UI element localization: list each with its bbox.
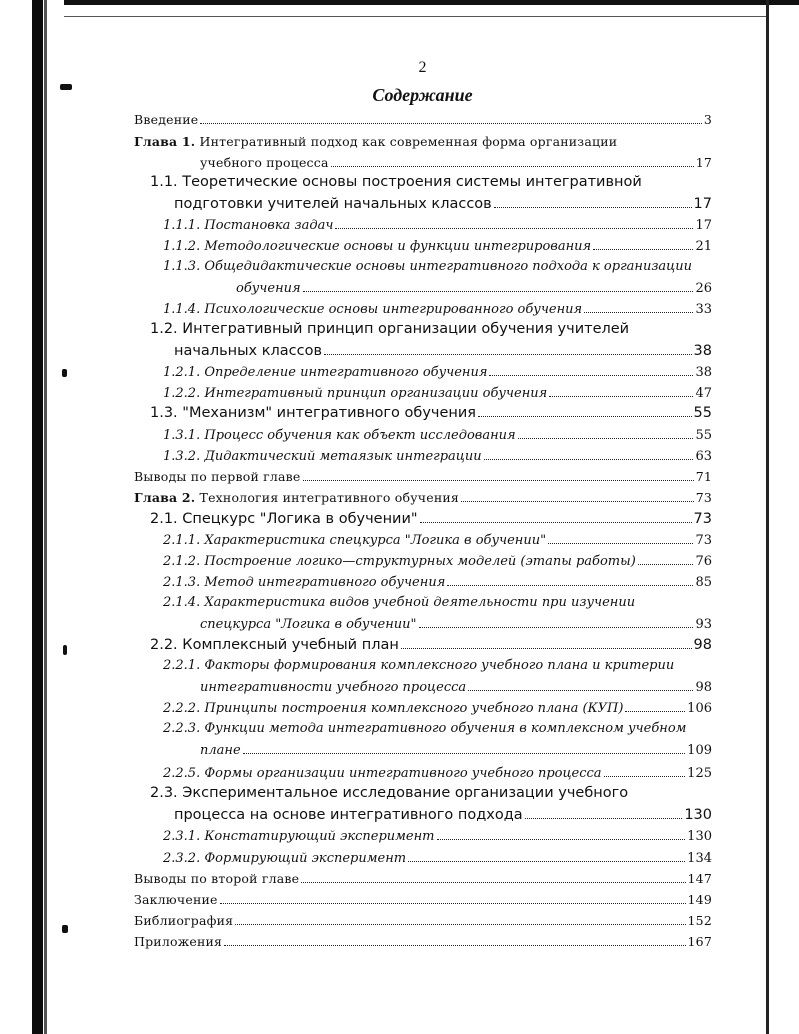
toc-entry-title: Принципы построения комплексного учебного плана (КУП): [204, 701, 624, 716]
toc-entry-title: Технология интегративного обучения: [199, 490, 459, 505]
toc-entry-title: Введение: [134, 112, 199, 127]
toc-entry-page: 26: [695, 281, 712, 296]
toc-entry-page: 63: [695, 449, 712, 464]
toc-entry-page: 130: [684, 807, 712, 823]
toc-entry-number: 1.1.3.: [163, 259, 201, 274]
toc-entry: [163, 530, 712, 549]
toc-entry-title: подготовки учителей начальных классов: [174, 196, 492, 212]
leader-dots: [401, 635, 692, 649]
toc-entry-title: Факторы формирования комплексного учебного плана и критерии: [204, 658, 675, 673]
toc-entry-page: 38: [695, 365, 712, 380]
leader-dots: [525, 805, 683, 819]
toc-entry-title: интегративности учебного процесса: [200, 680, 467, 695]
toc-entry-number: 2.2.3.: [163, 721, 201, 736]
leader-dots: [468, 677, 693, 691]
leader-dots: [518, 425, 694, 439]
toc-entry-title: Определение интегративного обучения: [204, 365, 488, 380]
toc-entry-title: Характеристика спецкурса "Логика в обучении": [204, 533, 547, 548]
toc-entry: [150, 509, 712, 528]
toc-entry-title: Дидактический метаязык интеграции: [204, 449, 482, 464]
toc-entry: [163, 763, 712, 782]
leader-dots: [461, 488, 694, 502]
toc-entry-continuation: [174, 194, 712, 213]
leader-dots: [324, 341, 692, 355]
toc-entry-number: 1.1.2.: [163, 239, 201, 254]
toc-entry: [134, 132, 617, 151]
toc-entry-title: Построение логико—структурных моделей (этапы работы): [204, 554, 636, 569]
page-title: Содержание: [372, 85, 473, 105]
toc-entry-page: 167: [687, 934, 712, 949]
toc-entry-title: Интегративный принцип организации обучения: [204, 386, 548, 401]
toc-entry-page: 73: [695, 490, 712, 505]
toc-entry-page: 21: [695, 239, 712, 254]
toc-entry: [150, 635, 712, 654]
toc-entry-number: 1.2.2.: [163, 386, 201, 401]
toc-entry-title: спецкурса "Логика в обучении": [200, 617, 417, 632]
toc-entry-title: Формирующий эксперимент: [204, 851, 407, 866]
toc-entry-page: 55: [695, 428, 712, 443]
toc-entry: [163, 551, 712, 570]
toc-entry-page: 47: [695, 386, 712, 401]
toc-entry: 1.2. Интегративный принцип организации обучения учителей: [150, 321, 630, 337]
toc-entry-number: 1.1.1.: [163, 218, 201, 233]
leader-dots: [549, 383, 693, 397]
toc-entry-title: Выводы по второй главе: [134, 871, 300, 886]
toc-entry-number: 2.3.2.: [163, 851, 201, 866]
toc-entry-number: Глава 1.: [134, 134, 196, 149]
toc-entry-title: Формы организации интегративного учебного процесса: [204, 766, 602, 781]
toc-entry: [163, 719, 686, 738]
toc-entry-title: Функции метода интегративного обучения в комплексном учебном: [204, 721, 687, 736]
toc-entry-title: плане: [200, 743, 241, 758]
toc-entry-title: Общедидактические основы интегративного подхода к организации: [204, 259, 692, 274]
toc-entry-page: 134: [687, 851, 712, 866]
toc-entry: 1.1. Теоретические основы построения системы интегративной: [150, 174, 642, 190]
toc-entry-title: Постановка задач: [204, 218, 334, 233]
toc-entry-page: 73: [693, 511, 712, 527]
toc-entry: [134, 467, 712, 486]
toc-entry-number: 1.2.1.: [163, 365, 201, 380]
toc-entry-number: 2.1.2.: [163, 554, 201, 569]
leader-dots: [243, 740, 686, 754]
toc-entry-page: 55: [693, 405, 712, 421]
toc-entry-page: 106: [687, 701, 712, 716]
toc-entry: [163, 572, 712, 591]
leader-dots: [625, 698, 685, 712]
leader-dots: [200, 110, 701, 124]
toc-entry-title: Констатирующий эксперимент: [204, 829, 435, 844]
toc-entry: 2.3. Экспериментальное исследование организации учебного: [150, 785, 629, 801]
leader-dots: [494, 194, 692, 208]
leader-dots: [220, 890, 686, 904]
toc-entry-page: 85: [695, 575, 712, 590]
toc-entry-number: 2.1.4.: [163, 595, 201, 610]
toc-entry-continuation: [200, 614, 712, 633]
toc-entry: [163, 698, 712, 717]
toc-entry-page: 76: [695, 554, 712, 569]
toc-entry-continuation: [200, 153, 712, 172]
toc-entry-continuation: [200, 740, 712, 759]
toc-entry-page: 17: [695, 218, 712, 233]
toc-entry: [134, 911, 712, 930]
toc-entry: [150, 403, 712, 422]
toc-entry-number: 1.3.2.: [163, 449, 201, 464]
toc-entry-title: Интегративный подход как современная форма организации: [199, 134, 618, 149]
toc-entry-continuation: [174, 805, 712, 824]
leader-dots: [419, 614, 694, 628]
toc-entry-title: обучения: [236, 281, 301, 296]
toc-entry: [134, 932, 712, 951]
toc-entry-page: 109: [687, 743, 712, 758]
toc-entry-title: Психологические основы интегрированного обучения: [204, 302, 583, 317]
leader-dots: [437, 826, 686, 840]
toc-entry: [134, 869, 712, 888]
toc-entry-number: 2.2.5.: [163, 766, 201, 781]
toc-entry-page: 147: [687, 871, 712, 886]
toc-entry: [163, 446, 712, 465]
toc-entry-page: 149: [687, 892, 712, 907]
leader-dots: [478, 403, 692, 417]
leader-dots: [303, 467, 694, 481]
leader-dots: [584, 299, 693, 313]
leader-dots: [638, 551, 694, 565]
toc-entry-page: 73: [695, 533, 712, 548]
leader-dots: [408, 848, 685, 862]
toc-entry-page: 17: [693, 196, 712, 212]
leader-dots: [224, 932, 685, 946]
leader-dots: [593, 236, 693, 250]
leader-dots: [235, 911, 685, 925]
toc-entry-page: 130: [687, 829, 712, 844]
toc-entry: [163, 848, 712, 867]
toc-entry-title: 2.2. Комплексный учебный план: [150, 637, 399, 653]
toc-entry-page: 33: [695, 302, 712, 317]
toc-entry: [163, 826, 712, 845]
toc-entry-number: Глава 2.: [134, 490, 196, 505]
toc-entry-page: 98: [695, 680, 712, 695]
toc-entry-number: 2.2.2.: [163, 701, 201, 716]
leader-dots: [548, 530, 693, 544]
leader-dots: [420, 509, 692, 523]
leader-dots: [335, 215, 693, 229]
leader-dots: [604, 763, 686, 777]
toc-entry: [163, 257, 692, 276]
toc-entry-title: Метод интегративного обучения: [204, 575, 446, 590]
toc-entry-number: 2.1.3.: [163, 575, 201, 590]
toc-entry-title: Выводы по первой главе: [134, 469, 301, 484]
toc-entry-page: 98: [693, 637, 712, 653]
leader-dots: [489, 362, 693, 376]
toc-entry-title: 1.3. "Механизм" интегративного обучения: [150, 405, 477, 421]
toc-entry-page: 3: [703, 112, 712, 127]
toc-entry-page: 93: [695, 617, 712, 632]
leader-dots: [484, 446, 694, 460]
toc-entry: [134, 488, 712, 507]
toc-entry: [163, 593, 635, 612]
toc-entry-title: процесса на основе интегративного подхода: [174, 807, 523, 823]
toc-entry-title: Методологические основы и функции интегрирования: [204, 239, 592, 254]
toc-entry-title: 2.1. Спецкурс "Логика в обучении": [150, 511, 418, 527]
toc-entry-title: учебного процесса: [200, 155, 329, 170]
toc-entry-page: 38: [693, 343, 712, 359]
leader-dots: [447, 572, 693, 586]
toc-entry-page: 17: [695, 155, 712, 170]
toc-entry-title: Библиография: [134, 913, 234, 928]
leader-dots: [303, 278, 694, 292]
toc-entry: [163, 236, 712, 255]
toc-entry-title: Приложения: [134, 934, 223, 949]
toc-entry-page: 125: [687, 766, 712, 781]
toc-entry: [163, 383, 712, 402]
toc-entry: [163, 362, 712, 381]
toc-entry-continuation: [236, 278, 712, 297]
toc-entry-continuation: [200, 677, 712, 696]
toc-entry-continuation: [174, 341, 712, 360]
toc-entry-number: 2.1.1.: [163, 533, 201, 548]
toc-entry: [163, 299, 712, 318]
leader-dots: [301, 869, 685, 883]
page-number: 2: [418, 59, 427, 76]
toc-entry: [163, 215, 712, 234]
toc-entry-page: 152: [687, 913, 712, 928]
toc-entry-title: Заключение: [134, 892, 218, 907]
toc-entry-page: 71: [695, 469, 712, 484]
toc-entry-title: Процесс обучения как объект исследования: [204, 428, 516, 443]
toc-entry-title: начальных классов: [174, 343, 323, 359]
toc-entry-number: 2.3.1.: [163, 829, 201, 844]
toc-entry: [163, 425, 712, 444]
toc-entry: [134, 110, 712, 129]
toc-entry: [134, 890, 712, 909]
toc-entry-number: 1.3.1.: [163, 428, 201, 443]
toc-entry: [163, 656, 674, 675]
toc-entry-number: 1.1.4.: [163, 302, 201, 317]
toc-entry-number: 2.2.1.: [163, 658, 201, 673]
leader-dots: [331, 153, 694, 167]
toc-entry-title: Характеристика видов учебной деятельности при изучении: [204, 595, 636, 610]
